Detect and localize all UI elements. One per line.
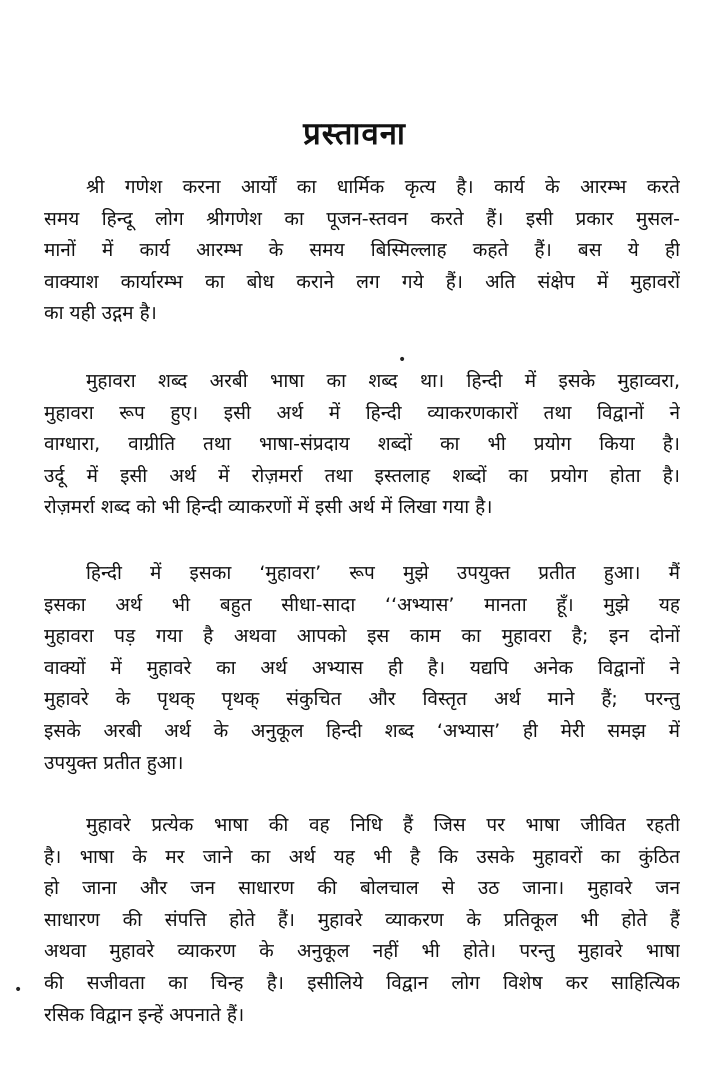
text-line: उपयुक्त प्रतीत हुआ। xyxy=(44,751,184,774)
text-line: मुहावरे प्रत्येक भाषा की वह निधि हैं जिस पर भाषा जीवित रहती xyxy=(86,814,680,836)
text-line: हिन्दी में इसका ‘मुहावरा’ रूप मुझे उपयुक्त प्रतीत हुआ। मैं xyxy=(86,562,680,584)
text-line: की सजीवता का चिन्ह है। इसीलिये विद्वान लोग विशेष कर साहित्यिक xyxy=(44,971,680,994)
text-line: मुहावरा शब्द अरबी भाषा का शब्द था। हिन्दी में इसके मुहाव्वरा, xyxy=(86,370,680,392)
text-line: का यही उद्गम है। xyxy=(44,302,157,325)
text-line: इसके अरबी अर्थ के अनुकूल हिन्दी शब्द ‘अभ्यास’ ही मेरी समझ में xyxy=(44,719,680,742)
paragraph-4 xyxy=(44,810,680,1031)
paragraph-3 xyxy=(44,558,680,779)
text-line: श्री गणेश करना आर्यों का धार्मिक कृत्य है। कार्य के आरम्भ करते xyxy=(86,176,680,198)
text-line: वाग्धारा, वाग्रीति तथा भाषा-संप्रदाय शब्दों का भी प्रयोग किया है। xyxy=(44,433,680,456)
text-line: अथवा मुहावरे व्याकरण के अनुकूल नहीं भी होते। परन्तु मुहावरे भाषा xyxy=(44,940,680,963)
text-line: समय हिन्दू लोग श्रीगणेश का पूजन-स्तवन करते हैं। इसी प्रकार मुसल- xyxy=(44,207,680,230)
text-line: रोज़मर्रा शब्द को भी हिन्दी व्याकरणों में इसी अर्थ में लिखा गया है। xyxy=(44,496,493,519)
text-line: रसिक विद्वान इन्हें अपनाते हैं। xyxy=(44,1003,245,1026)
text-line: साधारण की संपत्ति होते हैं। मुहावरे व्याकरण के प्रतिकूल भी होते हैं xyxy=(44,908,680,931)
text-line: है। भाषा के मर जाने का अर्थ यह भी है कि उसके मुहावरों का कुंठित xyxy=(44,845,680,868)
text-line: वाक्यों में मुहावरे का अर्थ अभ्यास ही है। यद्यपि अनेक विद्वानों ने xyxy=(44,656,680,679)
text-line: वाक्याश कार्यारम्भ का बोध कराने लग गये हैं। अति संक्षेप में मुहावरों xyxy=(44,270,680,293)
scan-speck: • xyxy=(398,352,407,368)
text-line: मानों में कार्य आरम्भ के समय बिस्मिल्लाह कहते हैं। बस ये ही xyxy=(44,239,680,262)
text-line: इसका अर्थ भी बहुत सीधा-सादा ‘‘अभ्यास’ मानता हूँ। मुझे यह xyxy=(44,593,680,616)
page-title: प्रस्तावना xyxy=(303,116,406,152)
text-line: उर्दू में इसी अर्थ में रोज़मर्रा तथा इस्तलाह शब्दों का प्रयोग होता है। xyxy=(44,464,680,487)
scan-speck: • xyxy=(14,982,23,998)
paragraph-2 xyxy=(44,366,680,524)
text-line: मुहावरा रूप हुए। इसी अर्थ में हिन्दी व्याकरणकारों तथा विद्वानों ने xyxy=(44,401,680,424)
text-line: मुहावरा पड़ गया है अथवा आपको इस काम का मुहावरा है; इन दोनों xyxy=(44,625,680,648)
paragraph-1 xyxy=(44,172,680,330)
text-line: मुहावरे के पृथक् पृथक् संकुचित और विस्तृत अर्थ माने हैं; परन्तु xyxy=(44,688,680,711)
text-line: हो जाना और जन साधारण की बोलचाल से उठ जाना। मुहावरे जन xyxy=(44,877,680,900)
